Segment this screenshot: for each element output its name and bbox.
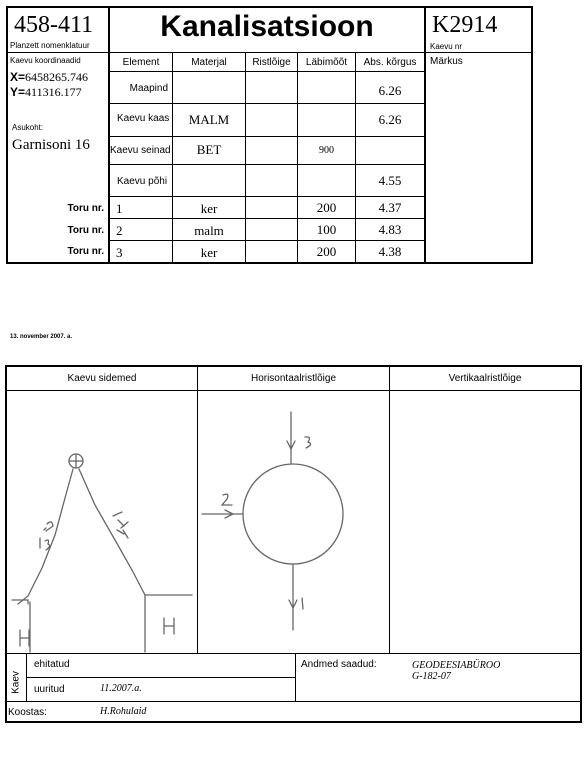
coord-label: Kaevu koordinaadid [10, 56, 81, 65]
page-title: Kanalisatsioon [160, 10, 374, 43]
kaev-label: Kaev [10, 671, 22, 694]
col-vertikaalristloige: Vertikaalristlõige [448, 373, 522, 384]
andmed-value-2: G-182-07 [412, 671, 451, 682]
pipe-materjal: malm [194, 223, 224, 238]
well-number: K2914 [432, 12, 498, 38]
pipe-abs: 4.38 [378, 244, 402, 259]
document-date: 13. november 2007. a. [10, 334, 73, 340]
andmed-label: Andmed saadud: [301, 659, 377, 670]
header-markus: Märkus [430, 56, 463, 67]
row-element: Maapind [129, 83, 168, 94]
row-labimoot: 900 [319, 145, 334, 156]
asukoht-label: Asukoht: [12, 123, 44, 132]
header-materjal: Materjal [191, 57, 227, 68]
row-element: Kaevu põhi [117, 176, 168, 187]
pipe-label: Toru nr. [67, 246, 104, 257]
y-value: 411316.177 [25, 85, 82, 99]
planzett-label: Planzett nomenklatuur [10, 41, 90, 50]
header-labimoot: Läbimõõt [305, 57, 348, 68]
pipe-materjal: ker [200, 201, 218, 216]
pipe-label: Toru nr. [67, 225, 104, 236]
uuritud-value: 11.2007.a. [100, 683, 142, 694]
header-element: Element [122, 57, 160, 68]
pipe-label: Toru nr. [67, 203, 104, 214]
row-element: Kaevu seinad [110, 145, 171, 156]
andmed-value-1: GEODEESIABÜROO [412, 660, 501, 671]
row-abs: 6.26 [378, 83, 402, 98]
koostas-value: H.Rohulaid [100, 706, 147, 717]
pipe-abs: 4.83 [378, 222, 402, 237]
pipe-nr: 3 [116, 245, 123, 260]
asukoht-value: Garnisoni 16 [12, 137, 90, 153]
col-horisontaalristloige: Horisontaalristlõige [250, 373, 337, 384]
pipe-labimoot: 100 [316, 222, 337, 237]
pipe-nr: 2 [116, 223, 123, 238]
uuritud-label: uuritud [34, 684, 65, 695]
row-materjal: MALM [188, 112, 230, 127]
row-element: Kaevu kaas [117, 113, 170, 124]
pipe-labimoot: 200 [316, 244, 337, 259]
pipe-labimoot: 200 [316, 200, 337, 215]
row-abs: 4.55 [378, 173, 402, 188]
kaevu-nr-label: Kaevu nr [430, 42, 463, 51]
header-ristloige: Ristlõige [252, 57, 291, 68]
row-materjal: BET [196, 142, 222, 157]
koostas-label: Koostas: [8, 707, 47, 718]
col-kaevu-sidemed: Kaevu sidemed [67, 373, 137, 384]
ehitatud-label: ehitatud [34, 659, 70, 670]
row-abs: 6.26 [378, 112, 402, 127]
pipe-nr: 1 [116, 201, 123, 216]
x-label: X= [10, 70, 26, 84]
pipe-abs: 4.37 [378, 200, 402, 215]
header-abs-korgus: Abs. kõrgus [363, 57, 417, 68]
pipe-materjal: ker [200, 245, 218, 260]
y-label: Y= [10, 85, 26, 99]
planzett-code: 458-411 [14, 12, 94, 38]
x-value: 6458265.746 [25, 70, 89, 84]
